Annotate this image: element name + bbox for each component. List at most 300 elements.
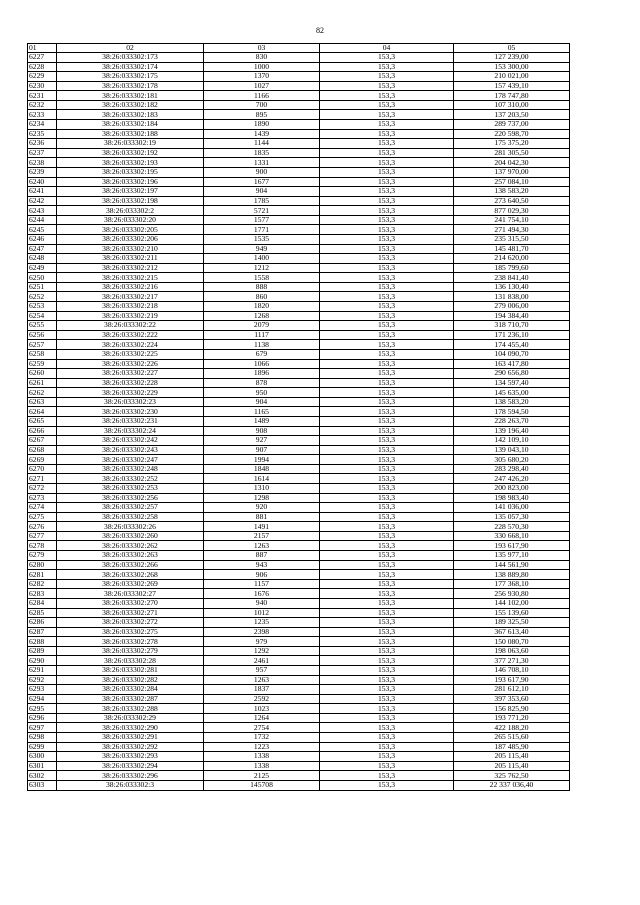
rate-value-cell: 153,3 bbox=[320, 541, 454, 551]
cost-value-cell: 193 771,20 bbox=[454, 713, 570, 723]
cadastral-number-cell: 38:26:033302:279 bbox=[57, 646, 204, 656]
row-number-cell: 6266 bbox=[28, 426, 57, 436]
cost-value-cell: 281 612,10 bbox=[454, 685, 570, 695]
cost-value-cell: 235 315,50 bbox=[454, 234, 570, 244]
row-number-cell: 6273 bbox=[28, 493, 57, 503]
table-row bbox=[28, 723, 570, 733]
cadastral-number-cell: 38:26:033302:224 bbox=[57, 340, 204, 350]
row-number-cell: 6262 bbox=[28, 388, 57, 398]
column-header-05: 05 bbox=[454, 44, 570, 53]
rate-value-cell: 153,3 bbox=[320, 110, 454, 120]
area-value-cell: 1263 bbox=[204, 675, 320, 685]
area-value-cell: 2461 bbox=[204, 656, 320, 666]
rate-value-cell: 153,3 bbox=[320, 531, 454, 541]
table-row bbox=[28, 598, 570, 608]
cost-value-cell: 271 494,30 bbox=[454, 225, 570, 235]
area-value-cell: 2157 bbox=[204, 531, 320, 541]
row-number-cell: 6268 bbox=[28, 445, 57, 455]
row-number-cell: 6265 bbox=[28, 416, 57, 426]
rate-value-cell: 153,3 bbox=[320, 436, 454, 446]
row-number-cell: 6254 bbox=[28, 311, 57, 321]
table-row bbox=[28, 311, 570, 321]
cost-value-cell: 139 196,40 bbox=[454, 426, 570, 436]
row-number-cell: 6228 bbox=[28, 62, 57, 72]
rate-value-cell: 153,3 bbox=[320, 618, 454, 628]
table-row bbox=[28, 551, 570, 561]
cadastral-number-cell: 38:26:033302:281 bbox=[57, 666, 204, 676]
rate-value-cell: 153,3 bbox=[320, 148, 454, 158]
cadastral-number-cell: 38:26:033302:248 bbox=[57, 464, 204, 474]
cost-value-cell: 877 029,30 bbox=[454, 206, 570, 216]
cadastral-number-cell: 38:26:033302:218 bbox=[57, 302, 204, 312]
rate-value-cell: 153,3 bbox=[320, 215, 454, 225]
table-row bbox=[28, 91, 570, 101]
row-number-cell: 6246 bbox=[28, 234, 57, 244]
row-number-cell: 6263 bbox=[28, 397, 57, 407]
area-value-cell: 1837 bbox=[204, 685, 320, 695]
rate-value-cell: 153,3 bbox=[320, 484, 454, 494]
cost-value-cell: 325 762,50 bbox=[454, 771, 570, 781]
row-number-cell: 6238 bbox=[28, 158, 57, 168]
row-number-cell: 6282 bbox=[28, 579, 57, 589]
cost-value-cell: 157 439,10 bbox=[454, 81, 570, 91]
table-row bbox=[28, 110, 570, 120]
area-value-cell: 1370 bbox=[204, 72, 320, 82]
area-value-cell: 927 bbox=[204, 436, 320, 446]
table-row bbox=[28, 62, 570, 72]
rate-value-cell: 153,3 bbox=[320, 551, 454, 561]
table-row bbox=[28, 570, 570, 580]
cadastral-number-cell: 38:26:033302:173 bbox=[57, 53, 204, 63]
row-number-cell: 6271 bbox=[28, 474, 57, 484]
rate-value-cell: 153,3 bbox=[320, 464, 454, 474]
table-row bbox=[28, 685, 570, 695]
rate-value-cell: 153,3 bbox=[320, 474, 454, 484]
table-row bbox=[28, 531, 570, 541]
row-number-cell: 6242 bbox=[28, 196, 57, 206]
cost-value-cell: 281 305,50 bbox=[454, 148, 570, 158]
row-number-cell: 6279 bbox=[28, 551, 57, 561]
area-value-cell: 1558 bbox=[204, 273, 320, 283]
area-value-cell: 700 bbox=[204, 100, 320, 110]
rate-value-cell: 153,3 bbox=[320, 263, 454, 273]
cost-value-cell: 247 426,20 bbox=[454, 474, 570, 484]
area-value-cell: 1138 bbox=[204, 340, 320, 350]
cadastral-number-cell: 38:26:033302:228 bbox=[57, 378, 204, 388]
cost-value-cell: 139 043,10 bbox=[454, 445, 570, 455]
row-number-cell: 6258 bbox=[28, 349, 57, 359]
area-value-cell: 1027 bbox=[204, 81, 320, 91]
rate-value-cell: 153,3 bbox=[320, 388, 454, 398]
table-row bbox=[28, 388, 570, 398]
table-row bbox=[28, 694, 570, 704]
table-row bbox=[28, 167, 570, 177]
rate-value-cell: 153,3 bbox=[320, 493, 454, 503]
area-value-cell: 1489 bbox=[204, 416, 320, 426]
area-value-cell: 1732 bbox=[204, 733, 320, 743]
row-number-cell: 6285 bbox=[28, 608, 57, 618]
cost-value-cell: 241 754,10 bbox=[454, 215, 570, 225]
cost-value-cell: 238 841,40 bbox=[454, 273, 570, 283]
row-number-cell: 6289 bbox=[28, 646, 57, 656]
cadastral-number-cell: 38:26:033302:198 bbox=[57, 196, 204, 206]
cost-value-cell: 127 239,00 bbox=[454, 53, 570, 63]
area-value-cell: 957 bbox=[204, 666, 320, 676]
area-value-cell: 1848 bbox=[204, 464, 320, 474]
cost-value-cell: 174 455,40 bbox=[454, 340, 570, 350]
area-value-cell: 2125 bbox=[204, 771, 320, 781]
cadastral-number-cell: 38:26:033302:253 bbox=[57, 484, 204, 494]
table-row bbox=[28, 522, 570, 532]
cadastral-number-cell: 38:26:033302:292 bbox=[57, 742, 204, 752]
row-number-cell: 6250 bbox=[28, 273, 57, 283]
cost-value-cell: 198 983,40 bbox=[454, 493, 570, 503]
cadastral-number-cell: 38:26:033302:206 bbox=[57, 234, 204, 244]
area-value-cell: 5721 bbox=[204, 206, 320, 216]
cost-value-cell: 178 747,80 bbox=[454, 91, 570, 101]
cost-value-cell: 220 598,70 bbox=[454, 129, 570, 139]
rate-value-cell: 153,3 bbox=[320, 445, 454, 455]
table-row bbox=[28, 579, 570, 589]
table-row bbox=[28, 503, 570, 513]
rate-value-cell: 153,3 bbox=[320, 685, 454, 695]
row-number-cell: 6240 bbox=[28, 177, 57, 187]
rate-value-cell: 153,3 bbox=[320, 139, 454, 149]
table-row bbox=[28, 196, 570, 206]
area-value-cell: 1264 bbox=[204, 713, 320, 723]
table-row bbox=[28, 263, 570, 273]
row-number-cell: 6245 bbox=[28, 225, 57, 235]
cost-value-cell: 397 353,60 bbox=[454, 694, 570, 704]
table-row bbox=[28, 72, 570, 82]
area-value-cell: 1292 bbox=[204, 646, 320, 656]
table-row bbox=[28, 254, 570, 264]
row-number-cell: 6237 bbox=[28, 148, 57, 158]
area-value-cell: 1835 bbox=[204, 148, 320, 158]
cost-value-cell: 153 300,00 bbox=[454, 62, 570, 72]
table-row bbox=[28, 455, 570, 465]
row-number-cell: 6299 bbox=[28, 742, 57, 752]
rate-value-cell: 153,3 bbox=[320, 397, 454, 407]
row-number-cell: 6283 bbox=[28, 589, 57, 599]
row-number-cell: 6264 bbox=[28, 407, 57, 417]
area-value-cell: 1676 bbox=[204, 589, 320, 599]
rate-value-cell: 153,3 bbox=[320, 120, 454, 130]
table-row bbox=[28, 53, 570, 63]
cadastral-number-cell: 38:26:033302:192 bbox=[57, 148, 204, 158]
rate-value-cell: 153,3 bbox=[320, 62, 454, 72]
area-value-cell: 679 bbox=[204, 349, 320, 359]
area-value-cell: 1212 bbox=[204, 263, 320, 273]
table-row bbox=[28, 666, 570, 676]
area-value-cell: 1677 bbox=[204, 177, 320, 187]
cost-value-cell: 145 635,00 bbox=[454, 388, 570, 398]
table-row bbox=[28, 330, 570, 340]
row-number-cell: 6295 bbox=[28, 704, 57, 714]
area-value-cell: 2398 bbox=[204, 627, 320, 637]
table-row bbox=[28, 215, 570, 225]
table-row bbox=[28, 225, 570, 235]
cost-value-cell: 150 080,70 bbox=[454, 637, 570, 647]
cadastral-number-cell: 38:26:033302:268 bbox=[57, 570, 204, 580]
table-row bbox=[28, 234, 570, 244]
cost-value-cell: 189 325,50 bbox=[454, 618, 570, 628]
cadastral-number-cell: 38:26:033302:294 bbox=[57, 761, 204, 771]
cadastral-number-cell: 38:26:033302:178 bbox=[57, 81, 204, 91]
rate-value-cell: 153,3 bbox=[320, 196, 454, 206]
row-number-cell: 6280 bbox=[28, 560, 57, 570]
table-row bbox=[28, 637, 570, 647]
row-number-cell: 6272 bbox=[28, 484, 57, 494]
rate-value-cell: 153,3 bbox=[320, 282, 454, 292]
area-value-cell: 940 bbox=[204, 598, 320, 608]
row-number-cell: 6232 bbox=[28, 100, 57, 110]
rate-value-cell: 153,3 bbox=[320, 598, 454, 608]
table-row bbox=[28, 397, 570, 407]
cost-value-cell: 137 970,00 bbox=[454, 167, 570, 177]
row-number-cell: 6230 bbox=[28, 81, 57, 91]
cadastral-number-cell: 38:26:033302:188 bbox=[57, 129, 204, 139]
cost-value-cell: 144 561,90 bbox=[454, 560, 570, 570]
cost-value-cell: 289 737,00 bbox=[454, 120, 570, 130]
row-number-cell: 6236 bbox=[28, 139, 57, 149]
cadastral-number-cell: 38:26:033302:262 bbox=[57, 541, 204, 551]
table-row bbox=[28, 436, 570, 446]
rate-value-cell: 153,3 bbox=[320, 656, 454, 666]
cost-value-cell: 193 617,90 bbox=[454, 541, 570, 551]
rate-value-cell: 153,3 bbox=[320, 742, 454, 752]
cadastral-number-cell: 38:26:033302:26 bbox=[57, 522, 204, 532]
area-value-cell: 1263 bbox=[204, 541, 320, 551]
cadastral-number-cell: 38:26:033302:196 bbox=[57, 177, 204, 187]
rate-value-cell: 153,3 bbox=[320, 81, 454, 91]
cost-value-cell: 210 021,00 bbox=[454, 72, 570, 82]
table-row bbox=[28, 541, 570, 551]
area-value-cell: 1012 bbox=[204, 608, 320, 618]
cadastral-number-cell: 38:26:033302:22 bbox=[57, 321, 204, 331]
rate-value-cell: 153,3 bbox=[320, 771, 454, 781]
table-row bbox=[28, 761, 570, 771]
cost-value-cell: 137 203,50 bbox=[454, 110, 570, 120]
table-row bbox=[28, 493, 570, 503]
row-number-cell: 6267 bbox=[28, 436, 57, 446]
row-number-cell: 6239 bbox=[28, 167, 57, 177]
cost-value-cell: 138 583,20 bbox=[454, 187, 570, 197]
rate-value-cell: 153,3 bbox=[320, 407, 454, 417]
cost-value-cell: 135 977,10 bbox=[454, 551, 570, 561]
cadastral-number-cell: 38:26:033302:205 bbox=[57, 225, 204, 235]
row-number-cell: 6256 bbox=[28, 330, 57, 340]
row-number-cell: 6231 bbox=[28, 91, 57, 101]
cost-value-cell: 256 930,80 bbox=[454, 589, 570, 599]
row-number-cell: 6298 bbox=[28, 733, 57, 743]
table-header bbox=[28, 44, 570, 53]
table-row bbox=[28, 206, 570, 216]
rate-value-cell: 153,3 bbox=[320, 302, 454, 312]
area-value-cell: 1771 bbox=[204, 225, 320, 235]
cost-value-cell: 318 710,70 bbox=[454, 321, 570, 331]
table-row bbox=[28, 407, 570, 417]
row-number-cell: 6291 bbox=[28, 666, 57, 676]
rate-value-cell: 153,3 bbox=[320, 666, 454, 676]
column-header-01: 01 bbox=[28, 44, 57, 53]
table-body bbox=[28, 53, 570, 791]
area-value-cell: 1994 bbox=[204, 455, 320, 465]
area-value-cell: 1535 bbox=[204, 234, 320, 244]
cadastral-number-cell: 38:26:033302:217 bbox=[57, 292, 204, 302]
table-row bbox=[28, 292, 570, 302]
area-value-cell: 1066 bbox=[204, 359, 320, 369]
table-row bbox=[28, 359, 570, 369]
cadastral-number-cell: 38:26:033302:269 bbox=[57, 579, 204, 589]
row-number-cell: 6251 bbox=[28, 282, 57, 292]
table-row bbox=[28, 445, 570, 455]
cadastral-number-cell: 38:26:033302:258 bbox=[57, 512, 204, 522]
cadastral-number-cell: 38:26:033302:288 bbox=[57, 704, 204, 714]
cadastral-number-cell: 38:26:033302:296 bbox=[57, 771, 204, 781]
row-number-cell: 6249 bbox=[28, 263, 57, 273]
cadastral-number-cell: 38:26:033302:256 bbox=[57, 493, 204, 503]
table-row bbox=[28, 474, 570, 484]
row-number-cell: 6277 bbox=[28, 531, 57, 541]
rate-value-cell: 153,3 bbox=[320, 187, 454, 197]
cadastral-number-cell: 38:26:033302:282 bbox=[57, 675, 204, 685]
cadastral-number-cell: 38:26:033302:2 bbox=[57, 206, 204, 216]
area-value-cell: 1000 bbox=[204, 62, 320, 72]
rate-value-cell: 153,3 bbox=[320, 129, 454, 139]
rate-value-cell: 153,3 bbox=[320, 560, 454, 570]
area-value-cell: 878 bbox=[204, 378, 320, 388]
cost-value-cell: 422 188,20 bbox=[454, 723, 570, 733]
area-value-cell: 904 bbox=[204, 187, 320, 197]
row-number-cell: 6270 bbox=[28, 464, 57, 474]
table-row bbox=[28, 177, 570, 187]
rate-value-cell: 153,3 bbox=[320, 704, 454, 714]
cadastral-number-cell: 38:26:033302:216 bbox=[57, 282, 204, 292]
cadastral-number-cell: 38:26:033302:227 bbox=[57, 369, 204, 379]
rate-value-cell: 153,3 bbox=[320, 206, 454, 216]
cadastral-number-cell: 38:26:033302:193 bbox=[57, 158, 204, 168]
data-table bbox=[27, 43, 570, 791]
cadastral-number-cell: 38:26:033302:266 bbox=[57, 560, 204, 570]
rate-value-cell: 153,3 bbox=[320, 512, 454, 522]
cadastral-number-cell: 38:26:033302:243 bbox=[57, 445, 204, 455]
area-value-cell: 830 bbox=[204, 53, 320, 63]
cadastral-number-cell: 38:26:033302:28 bbox=[57, 656, 204, 666]
cost-value-cell: 177 368,10 bbox=[454, 579, 570, 589]
column-header-04: 04 bbox=[320, 44, 454, 53]
table-row bbox=[28, 148, 570, 158]
cadastral-number-cell: 38:26:033302:23 bbox=[57, 397, 204, 407]
row-number-cell: 6253 bbox=[28, 302, 57, 312]
table-row bbox=[28, 302, 570, 312]
rate-value-cell: 153,3 bbox=[320, 675, 454, 685]
area-value-cell: 1577 bbox=[204, 215, 320, 225]
table-row bbox=[28, 484, 570, 494]
cadastral-number-cell: 38:26:033302:284 bbox=[57, 685, 204, 695]
cost-value-cell: 22 337 036,40 bbox=[454, 780, 570, 790]
area-value-cell: 920 bbox=[204, 503, 320, 513]
table-row bbox=[28, 656, 570, 666]
area-value-cell: 1165 bbox=[204, 407, 320, 417]
row-number-cell: 6234 bbox=[28, 120, 57, 130]
cost-value-cell: 138 889,80 bbox=[454, 570, 570, 580]
area-value-cell: 904 bbox=[204, 397, 320, 407]
table-row bbox=[28, 780, 570, 790]
row-number-cell: 6300 bbox=[28, 752, 57, 762]
rate-value-cell: 153,3 bbox=[320, 426, 454, 436]
row-number-cell: 6288 bbox=[28, 637, 57, 647]
area-value-cell: 1144 bbox=[204, 139, 320, 149]
table-row bbox=[28, 378, 570, 388]
cost-value-cell: 141 036,00 bbox=[454, 503, 570, 513]
area-value-cell: 887 bbox=[204, 551, 320, 561]
cadastral-number-cell: 38:26:033302:20 bbox=[57, 215, 204, 225]
cost-value-cell: 135 057,30 bbox=[454, 512, 570, 522]
cost-value-cell: 265 515,60 bbox=[454, 733, 570, 743]
row-number-cell: 6274 bbox=[28, 503, 57, 513]
area-value-cell: 943 bbox=[204, 560, 320, 570]
table-row bbox=[28, 771, 570, 781]
area-value-cell: 1890 bbox=[204, 120, 320, 130]
table-row bbox=[28, 646, 570, 656]
table-row bbox=[28, 120, 570, 130]
cadastral-number-cell: 38:26:033302:230 bbox=[57, 407, 204, 417]
table-row bbox=[28, 618, 570, 628]
row-number-cell: 6261 bbox=[28, 378, 57, 388]
cost-value-cell: 171 236,10 bbox=[454, 330, 570, 340]
table-row bbox=[28, 733, 570, 743]
cost-value-cell: 377 271,30 bbox=[454, 656, 570, 666]
cost-value-cell: 146 708,10 bbox=[454, 666, 570, 676]
row-number-cell: 6278 bbox=[28, 541, 57, 551]
area-value-cell: 906 bbox=[204, 570, 320, 580]
row-number-cell: 6229 bbox=[28, 72, 57, 82]
page-number: 82 bbox=[316, 26, 324, 35]
rate-value-cell: 153,3 bbox=[320, 292, 454, 302]
row-number-cell: 6294 bbox=[28, 694, 57, 704]
table-row bbox=[28, 187, 570, 197]
rate-value-cell: 153,3 bbox=[320, 646, 454, 656]
rate-value-cell: 153,3 bbox=[320, 694, 454, 704]
cadastral-number-cell: 38:26:033302:27 bbox=[57, 589, 204, 599]
rate-value-cell: 153,3 bbox=[320, 378, 454, 388]
cost-value-cell: 136 130,40 bbox=[454, 282, 570, 292]
row-number-cell: 6233 bbox=[28, 110, 57, 120]
row-number-cell: 6257 bbox=[28, 340, 57, 350]
row-number-cell: 6252 bbox=[28, 292, 57, 302]
rate-value-cell: 153,3 bbox=[320, 589, 454, 599]
cost-value-cell: 205 115,40 bbox=[454, 752, 570, 762]
area-value-cell: 1117 bbox=[204, 330, 320, 340]
row-number-cell: 6248 bbox=[28, 254, 57, 264]
cadastral-number-cell: 38:26:033302:291 bbox=[57, 733, 204, 743]
area-value-cell: 1400 bbox=[204, 254, 320, 264]
cadastral-number-cell: 38:26:033302:3 bbox=[57, 780, 204, 790]
cost-value-cell: 156 825,90 bbox=[454, 704, 570, 714]
rate-value-cell: 153,3 bbox=[320, 579, 454, 589]
table-row bbox=[28, 675, 570, 685]
cost-value-cell: 228 570,30 bbox=[454, 522, 570, 532]
cadastral-number-cell: 38:26:033302:242 bbox=[57, 436, 204, 446]
table-row bbox=[28, 273, 570, 283]
table-row bbox=[28, 321, 570, 331]
rate-value-cell: 153,3 bbox=[320, 608, 454, 618]
cost-value-cell: 178 594,50 bbox=[454, 407, 570, 417]
area-value-cell: 979 bbox=[204, 637, 320, 647]
cadastral-number-cell: 38:26:033302:271 bbox=[57, 608, 204, 618]
table-row bbox=[28, 560, 570, 570]
